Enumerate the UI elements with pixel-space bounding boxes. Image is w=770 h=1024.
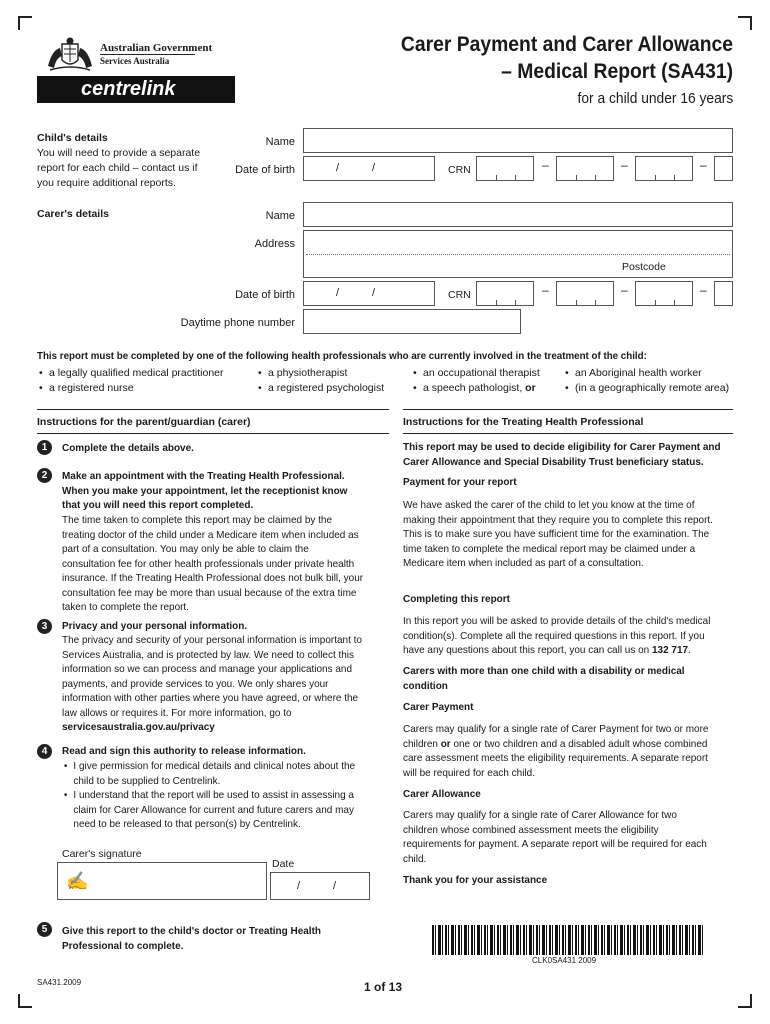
left-rule-top — [37, 409, 389, 410]
carer-name-input[interactable] — [303, 202, 733, 227]
carer-dob-label: Date of birth — [235, 289, 295, 301]
carer-crn-part3[interactable] — [635, 281, 693, 306]
carer-crn-label: CRN — [448, 289, 471, 301]
brand-logo: centrelink — [37, 76, 235, 103]
professionals-intro: This report must be completed by one of the following health professionals who are currently involved in the treatment of the child: — [37, 350, 647, 362]
crop-mark-top-left — [18, 16, 32, 30]
gov-rule — [100, 54, 195, 55]
carer-crn-part2[interactable] — [556, 281, 614, 306]
date-separator: / — [333, 880, 337, 892]
step-5-badge: 5 — [37, 922, 52, 937]
left-rule-bottom — [37, 433, 389, 434]
step-3-text: The privacy and security of your personal information is important to Services Australia, and is protected by law. We need to collect this information so we can process and manage your applications and payments, and provide services to you. We only shares your information with other parties where you have agreed, or where the law allows or requires it. For more information, go to — [62, 634, 362, 719]
completing-heading: Completing this report — [403, 593, 510, 605]
child-dob-input[interactable] — [303, 156, 435, 181]
crn-separator: – — [542, 158, 549, 172]
step-2-body: The time taken to complete this report may be claimed by the treating doctor of the child under a Medicare item when included as part of a consultation. You may only be able to claim the consultation fee for other health professionals under private health insurance. If the Treating Health Professional does not bulk bill, your consultation fee may be more than usual because of the extra time taken to complete the report. — [62, 514, 364, 613]
form-code: SA431.2009 — [37, 978, 82, 987]
date-separator: / — [336, 287, 340, 299]
crn-separator: – — [700, 283, 707, 297]
carer-allowance-heading: Carer Allowance — [403, 788, 481, 800]
right-intro: This report may be used to decide eligibility for Carer Payment and Carer Allowance and Special Disability Trust beneficiary status. — [403, 441, 721, 468]
crn-separator: – — [700, 158, 707, 172]
list-item: • I understand that the report will be used to assist in assessing a claim for Carer Allowance for current and future carers and may need to be released to that person(s) by Centrelink. — [62, 788, 364, 832]
form-subtitle: for a child under 16 years — [577, 90, 733, 107]
date-separator: / — [297, 880, 301, 892]
professionals-list-4 — [563, 366, 729, 396]
form-title-line2: – Medical Report (SA431) — [501, 60, 733, 83]
professional-instructions-heading: Instructions for the Treating Health Professional — [403, 416, 644, 428]
cp-text-a: Carers may qualify for a single rate of Carer Payment for two or more children — [403, 723, 709, 750]
signature-date-input[interactable] — [270, 872, 370, 900]
page-number: 1 of 13 — [364, 980, 403, 994]
step-4-badge: 4 — [37, 744, 52, 759]
list-item-text: a speech pathologist, — [423, 382, 526, 394]
barcode — [432, 925, 704, 955]
crop-mark-top-right — [738, 16, 752, 30]
thanks-text: Thank you for your assistance — [403, 874, 548, 886]
professionals-list-2 — [256, 366, 384, 396]
carer-instructions-heading: Instructions for the parent/guardian (carer) — [37, 416, 251, 428]
coat-of-arms-icon — [44, 36, 96, 74]
step-2-badge: 2 — [37, 468, 52, 483]
payment-heading: Payment for your report — [403, 476, 517, 488]
list-item: • a registered psychologist — [256, 381, 384, 396]
list-item: • a legally qualified medical practitioner — [37, 366, 224, 381]
carer-crn-part1[interactable] — [476, 281, 534, 306]
list-item-or: or — [525, 382, 536, 394]
step-4-list — [62, 759, 364, 832]
privacy-link[interactable]: servicesaustralia.gov.au/privacy — [62, 721, 215, 733]
right-rule-top — [403, 409, 733, 410]
gov-name: Australian Government — [100, 42, 213, 54]
signature-pen-icon: ✍ — [66, 871, 89, 891]
cp-text-b: one or two children and a disabled adult whose combined care assessment meets the eligibility requirements. A separate report will be required for each child. — [403, 737, 708, 779]
carer-dob-input[interactable] — [303, 281, 435, 306]
postcode-label: Postcode — [622, 261, 666, 273]
completing-body: In this report you will be asked to provide details of the child's medical condition(s). Complete all the required questions in this report. If you have any questions about this report, you can call us on — [403, 615, 711, 656]
carer-payment-text — [403, 722, 717, 780]
phone-label: Daytime phone number — [180, 317, 295, 329]
signature-date-label: Date — [272, 858, 295, 870]
professionals-list-1 — [37, 366, 224, 396]
crn-separator: – — [621, 283, 628, 297]
carer-address-label: Address — [254, 238, 295, 250]
contact-phone: 132 717 — [651, 644, 689, 656]
barcode-text: CLK0SA431 2009 — [532, 956, 597, 965]
list-item: • a physiotherapist — [256, 366, 384, 381]
form-title-line1: Carer Payment and Carer Allowance — [400, 33, 733, 56]
list-item-note: • (in a geographically remote area) — [563, 381, 729, 396]
step-3-badge: 3 — [37, 619, 52, 634]
professionals-list-3 — [411, 366, 540, 396]
crop-mark-bottom-left — [18, 994, 32, 1008]
date-separator: / — [372, 162, 376, 174]
crn-separator: – — [542, 283, 549, 297]
list-item: • a registered nurse — [37, 381, 224, 396]
carer-details-heading: Carer's details — [37, 208, 109, 220]
list-item: • an occupational therapist — [411, 366, 540, 381]
step-1-badge: 1 — [37, 440, 52, 455]
step-3-title: Privacy and your personal information. — [62, 620, 248, 632]
signature-box[interactable] — [57, 862, 267, 900]
child-details-note: You will need to provide a separate report for each child – contact us if you require additional reports. — [37, 147, 201, 189]
multi-child-heading: Carers with more than one child with a disability or medical condition — [403, 665, 685, 692]
child-dob-label: Date of birth — [235, 164, 295, 176]
child-name-label: Name — [265, 136, 295, 148]
carer-name-label: Name — [265, 210, 295, 222]
carer-payment-heading: Carer Payment — [403, 701, 474, 713]
child-crn-part3[interactable] — [635, 156, 693, 181]
address-divider — [306, 254, 730, 255]
step-4-title: Read and sign this authority to release information. — [62, 745, 306, 757]
list-item — [411, 381, 540, 396]
carer-allowance-text: Carers may qualify for a single rate of Carer Allowance for two children whose combined assessment meets the eligibility requirements for payment. A separate report will be required for each child. — [403, 809, 707, 865]
step-5-title: Give this report to the child's doctor or Treating Health Professional to complete. — [62, 925, 321, 952]
right-rule-bottom — [403, 433, 733, 434]
list-item: • I give permission for medical details and clinical notes about the child to be supplied to Centrelink. — [62, 759, 364, 788]
date-separator: / — [336, 162, 340, 174]
list-item: • an Aboriginal health worker — [563, 366, 729, 381]
cp-or: or — [440, 737, 451, 750]
child-crn-part2[interactable] — [556, 156, 614, 181]
completing-text: In this report you will be asked to provide details of the child's medical condition(s). Complete all the required questions in this report. If you have any questions about this report, you can call us on 132 717. — [403, 615, 711, 656]
crn-separator: – — [621, 158, 628, 172]
step-1-title: Complete the details above. — [62, 442, 194, 454]
child-crn-label: CRN — [448, 164, 471, 176]
child-crn-part1[interactable] — [476, 156, 534, 181]
child-details-heading: Child's details — [37, 132, 108, 144]
step-3-body — [62, 633, 364, 735]
crop-mark-bottom-right — [738, 994, 752, 1008]
agency-name: Services Australia — [100, 56, 170, 66]
carer-crn-check[interactable] — [714, 281, 733, 306]
date-separator: / — [372, 287, 376, 299]
signature-label: Carer's signature — [62, 848, 142, 860]
child-name-input[interactable] — [303, 128, 733, 153]
step-2-title: Make an appointment with the Treating Health Professional. When you make your appointment, let the receptionist know that you will need this report completed. — [62, 470, 348, 511]
phone-input[interactable] — [303, 309, 521, 334]
payment-text: We have asked the carer of the child to let you know at the time of making their appointment that they require you to complete this report. This is to make sure you have sufficient time for the examination. The time taken to complete the medical report may be claimed under a Medicare item when included as part of a consultation. — [403, 499, 713, 569]
child-crn-check[interactable] — [714, 156, 733, 181]
